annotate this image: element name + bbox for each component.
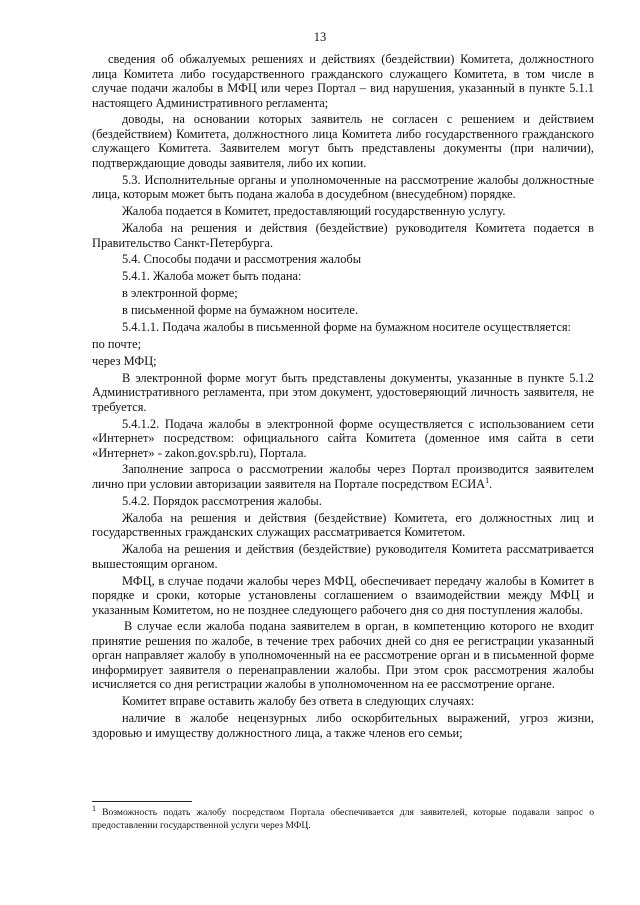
paragraph-text: Заполнение запроса о рассмотрении жалобы через Портал производится заявителем лично при условии авторизации заявителя на Портале посредством ЕСИА [92,462,594,491]
list-item: в электронной форме; [122,286,238,301]
footnote-text [92,803,594,832]
document-body [92,52,594,743]
paragraph: 5.4.1.1. Подача жалобы в письменной форме на бумажном носителе осуществляется: [122,320,571,335]
paragraph: сведения об обжалуемых решениях и действиях (бездействии) Комитета, должностного лица Комитета либо государственного гражданского служащего Комитета, в том числе в случае подачи жалобы в МФЦ или через Портал – вид нарушения, указанный в пункте 5.1.1 настоящего Административного регламента; [92,52,594,110]
list-item: через МФЦ; [92,353,157,368]
paragraph: В электронной форме могут быть представлены документы, указанные в пункте 5.1.2 Административного регламента, при этом документ, удостоверяющий личность заявителя, не требуется. [92,370,594,414]
paragraph: 5.3. Исполнительные органы и уполномоченные на рассмотрение жалобы должностные лица, которым может быть подана жалоба в досудебном (внесудебном) порядке. [92,172,594,202]
paragraph: Жалоба подается в Комитет, предоставляющий государственную услугу. [122,204,506,219]
paragraph: 5.4.1.2. Подача жалобы в электронной форме осуществляется с использованием сети «Интернет» посредством: официального сайта Комитета (доменное имя сайта в сети «Интернет» - zakon.gov.spb.ru), Портала. [92,416,594,460]
page-number: 13 [313,30,327,44]
section-heading: 5.4.2. Порядок рассмотрения жалобы. [122,493,322,508]
paragraph: В случае если жалоба подана заявителем в орган, в компетенцию которого не входит принятие решения по жалобе, в течение трех рабочих дней со дня ее регистрации указанный орган направляет жалобу в уполномоченный на ее рассмотрение орган и в письменной форме информирует заявителя о перенаправлении жалобы. При этом срок рассмотрения жалобы исчисляется со дня регистрации жалобы в уполномоченном на ее рассмотрение органе. [92,619,594,692]
footnote-divider [92,801,192,802]
paragraph: Жалоба на решения и действия (бездействие) Комитета, его должностных лиц и государственных гражданских служащих рассматривается Комитетом. [92,510,594,540]
paragraph: Комитет вправе оставить жалобу без ответа в следующих случаях: [122,694,475,709]
paragraph: 5.4.1. Жалоба может быть подана: [122,269,302,284]
paragraph: МФЦ, в случае подачи жалобы через МФЦ, обеспечивает передачу жалобы в Комитет в порядке и сроки, которые установлены соглашением о взаимодействии между МФЦ и указанным Комитетом, но не позднее следующего рабочего дня со дня поступления жалобы. [92,573,594,617]
paragraph: доводы, на основании которых заявитель не согласен с решением и действием (бездействием) Комитета, должностного лица Комитета либо государственного гражданского служащего Комитета. Заявителем могут быть представлены документы (при наличии), подтверждающие доводы заявителя, либо их копии. [92,112,594,170]
list-item: по почте; [92,336,142,351]
paragraph: Жалоба на решения и действия (бездействие) руководителя Комитета рассматривается вышестоящим органом. [92,542,594,571]
paragraph: Жалоба на решения и действия (бездействие) руководителя Комитета подается в Правительство Санкт-Петербурга. [92,221,594,250]
footnote-marker: 1 [92,803,96,813]
section-heading: 5.4. Способы подачи и рассмотрения жалобы [122,252,362,267]
footnote-ref: 1 [485,475,490,485]
footnote-body: Возможность подать жалобу посредством Портала обеспечивается для заявителей, которые подавали запрос о предоставлении государственной услуги через МФЦ. [92,807,594,831]
paragraph: наличие в жалобе нецензурных либо оскорбительных выражений, угроз жизни, здоровью и имуществу должностного лица, а также членов его семьи; [92,711,594,740]
footnote [92,803,594,832]
paragraph: Заполнение запроса о рассмотрении жалобы через Портал производится заявителем лично при условии авторизации заявителя на Портале посредством ЕСИА$^1$. [92,462,594,491]
list-item: в письменной форме на бумажном носителе. [122,303,358,318]
